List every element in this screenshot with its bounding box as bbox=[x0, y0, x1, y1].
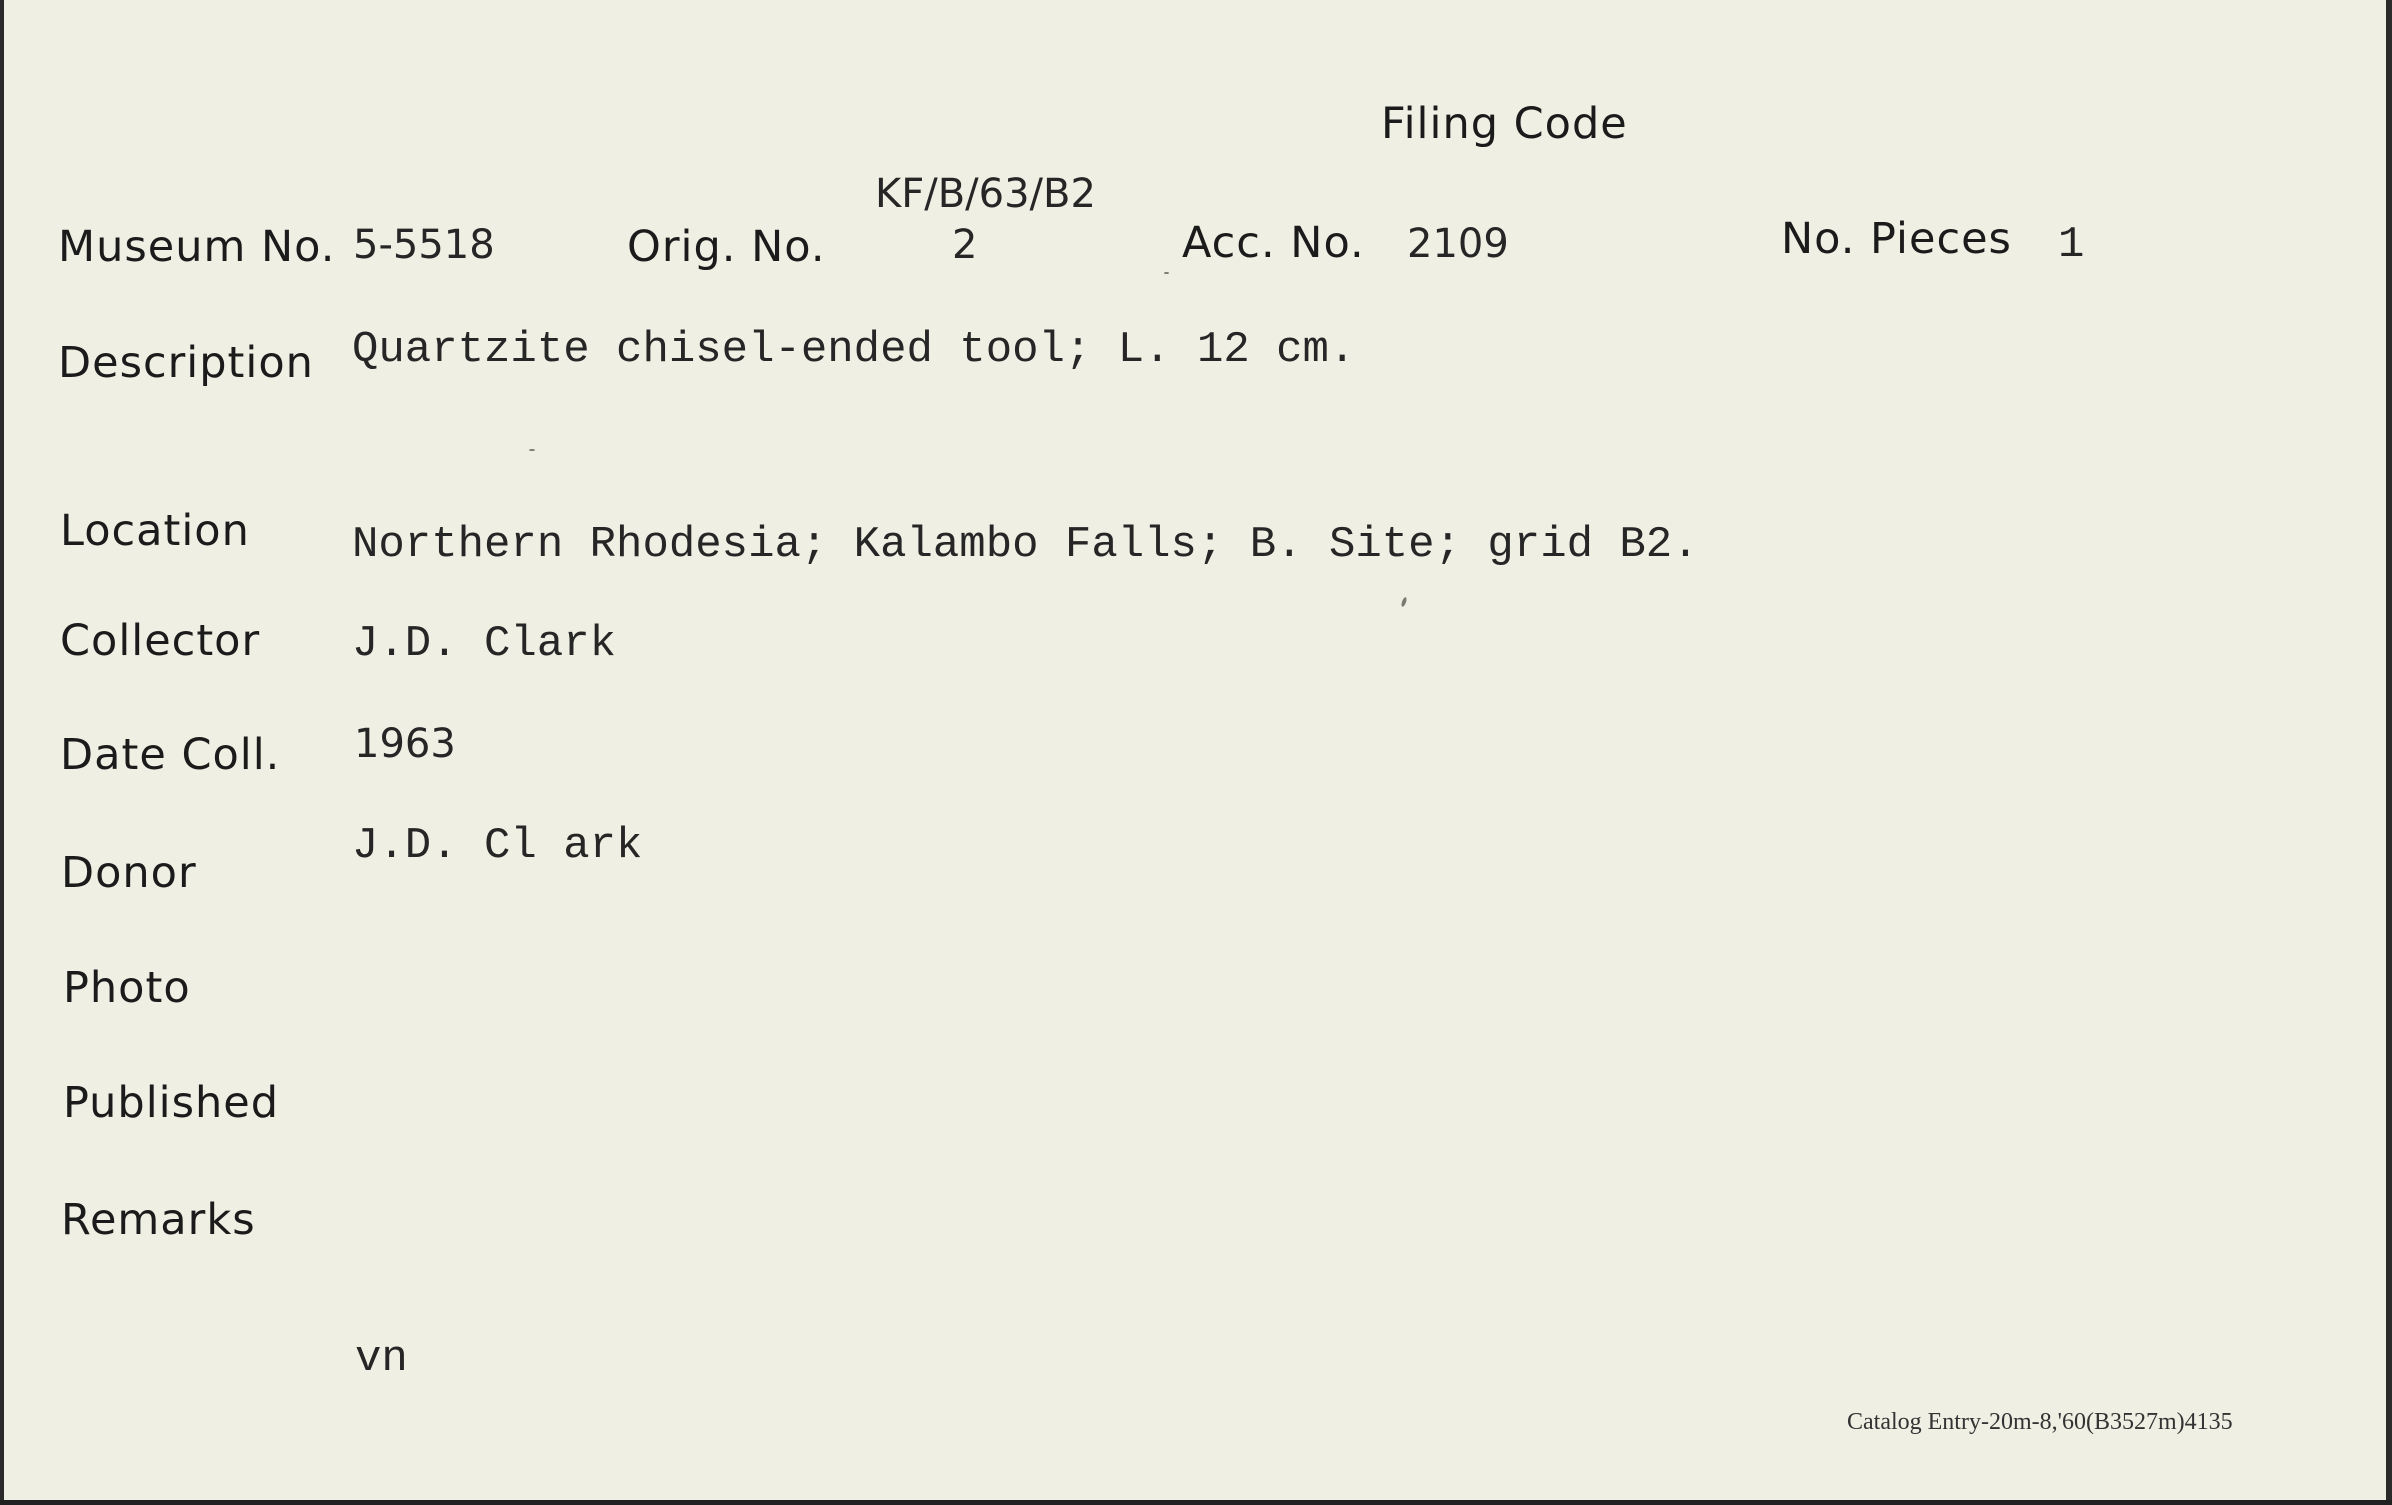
filing-code-value: KF/B/63/B2 bbox=[875, 171, 1096, 217]
orig-no-label: Orig. No. bbox=[627, 222, 826, 272]
collector-value: J.D. Clark bbox=[352, 619, 617, 669]
acc-no-value: 2109 bbox=[1407, 221, 1509, 267]
date-coll-value: 1963 bbox=[354, 721, 456, 767]
initials: vn bbox=[355, 1334, 408, 1384]
description-value: Quartzite chisel-ended tool; L. 12 cm. bbox=[352, 325, 1356, 375]
location-label: Location bbox=[60, 506, 250, 556]
paper-speck bbox=[1400, 597, 1407, 608]
filing-code-label: Filing Code bbox=[1381, 99, 1628, 149]
date-coll-label: Date Coll. bbox=[60, 730, 281, 780]
museum-no-value: 5-5518 bbox=[353, 222, 495, 268]
card-bottom-edge bbox=[0, 1500, 2392, 1505]
donor-value: J.D. Cl ark bbox=[352, 821, 643, 871]
orig-no-value: 2 bbox=[952, 222, 978, 268]
pieces-label: No. Pieces bbox=[1781, 214, 2012, 264]
remarks-label: Remarks bbox=[61, 1195, 256, 1245]
paper-speck bbox=[1164, 272, 1169, 274]
description-label: Description bbox=[58, 338, 314, 388]
museum-no-label: Museum No. bbox=[58, 222, 336, 272]
acc-no-label: Acc. No. bbox=[1182, 218, 1365, 268]
paper-speck bbox=[529, 449, 535, 451]
donor-label: Donor bbox=[61, 848, 197, 898]
collector-label: Collector bbox=[60, 616, 261, 666]
catalog-print-line: Catalog Entry-20m-8,'60(B3527m)4135 bbox=[1847, 1409, 2233, 1435]
location-value: Northern Rhodesia; Kalambo Falls; B. Site; grid B2. bbox=[352, 520, 1699, 570]
published-label: Published bbox=[63, 1078, 280, 1128]
pieces-value: 1 bbox=[2058, 220, 2085, 270]
photo-label: Photo bbox=[63, 963, 191, 1013]
